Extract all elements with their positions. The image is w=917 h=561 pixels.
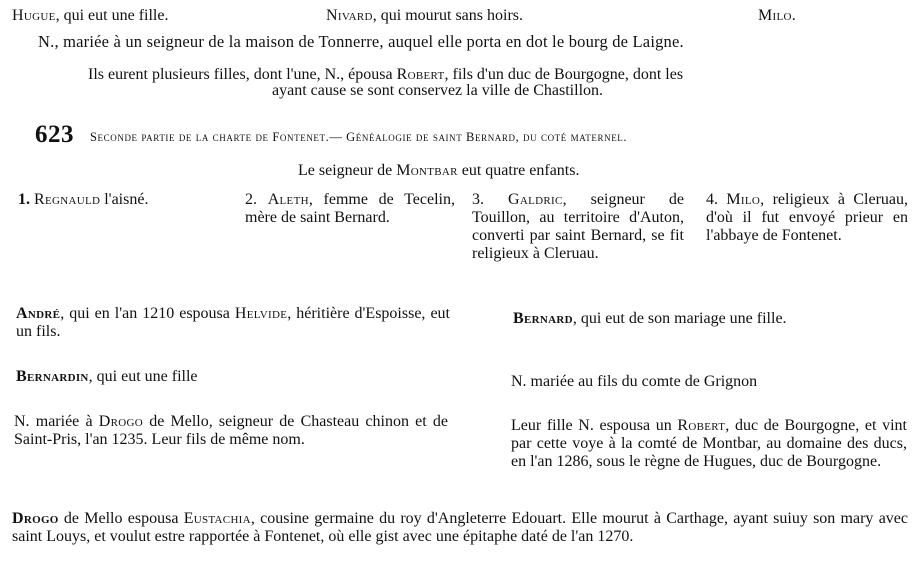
- child-text: , religieux à Cleruau, d'où il fut envoyé prieur en l'abbaye de Fontenet.: [706, 191, 908, 244]
- hugue-entry: [12, 7, 168, 25]
- milo-text: .: [791, 7, 796, 24]
- bernardin-entry: [16, 368, 198, 386]
- montbar-line: [298, 162, 579, 180]
- montbar-text-b: eut quatre enfants.: [457, 162, 580, 179]
- filles-text-b: , fils d'un duc de Bourgogne, dont les: [444, 66, 684, 83]
- leur-fille-text-a: Leur fille N. espousa un: [511, 417, 678, 434]
- name-regnauld: Regnauld: [34, 191, 101, 208]
- child-text: l'aisné.: [100, 191, 149, 208]
- andre-entry: [16, 305, 450, 341]
- name-hugue: Hugue: [12, 7, 56, 24]
- bernardin-text: , qui eut une fille: [88, 368, 198, 385]
- name-robert-duc: Robert: [677, 417, 726, 434]
- child-4: [706, 191, 908, 245]
- page-number: 623: [35, 121, 74, 148]
- name-eustachia: Eustachia: [183, 510, 251, 527]
- child-number: 2.: [245, 191, 257, 208]
- drogo-left-text-b: de Mello, seigneur de Chasteau chinon et de Saint-Pris, l'an 1235. Leur fils de même nom.: [14, 413, 449, 448]
- name-milo: Milo: [758, 7, 792, 24]
- child-1: [18, 191, 218, 209]
- bernard-entry: [513, 310, 787, 328]
- name-robert: Robert: [396, 66, 445, 83]
- child-number: 3.: [472, 191, 484, 208]
- hugue-text: , qui eut une fille.: [55, 7, 169, 24]
- name-bernardin: Bernardin: [16, 368, 89, 385]
- nivard-entry: [326, 7, 523, 25]
- child-3: [472, 191, 684, 263]
- name-nivard: Nivard: [326, 7, 373, 24]
- grignon-entry: N. mariée au fils du comte de Grignon: [511, 373, 758, 390]
- montbar-text-a: Le seigneur de: [298, 162, 397, 179]
- name-drogo: Drogo: [98, 413, 143, 430]
- drogo-mariee-entry: [14, 413, 448, 449]
- bernard-text: , qui eut de son mariage une fille.: [572, 310, 787, 327]
- child-number: 4.: [706, 191, 718, 208]
- milo-entry: [758, 7, 796, 25]
- child-2: [245, 191, 455, 227]
- andre-text-2: , héritière d'Espoisse, eut un fils.: [16, 305, 450, 340]
- name-aleth: Aleth: [267, 191, 309, 208]
- name-drogo-final: Drogo: [12, 510, 59, 527]
- nivard-text: , qui mourut sans hoirs.: [372, 7, 523, 24]
- section-heading: Seconde partie de la charte de Fontenet.— Généalogie de saint Bernard, du coté maternel.: [90, 130, 628, 144]
- name-bernard: Bernard: [513, 310, 573, 327]
- name-andre: André: [16, 305, 61, 322]
- leur-fille-entry: [511, 417, 907, 471]
- child-number: 1.: [18, 191, 30, 208]
- name-montbar: Montbar: [396, 162, 458, 179]
- final-text-a: de Mello espousa: [58, 510, 184, 527]
- name-helvide: Helvide: [234, 305, 288, 322]
- final-text-b: , cousine germaine du roy d'Angleterre Edouart. Elle mourut à Carthage, ayant suiuy son mary avec saint Louys, et voulut estre rapportée à Fontenet, où elle gist avec une épitaphe daté de l'an 1270.: [12, 510, 908, 545]
- filles-line-2: ayant cause se sont conservez la ville de Chastillon.: [272, 82, 604, 99]
- child-text: , seigneur de Touillon, au territoire d'Auton, converti par saint Bernard, se fit religieux à Cleruau.: [472, 191, 684, 262]
- name-milo-child: Milo: [726, 191, 761, 208]
- leur-fille-text-b: , duc de Bourgogne, et vint par cette voye à la comté de Montbar, au domaine des ducs, en l'an 1286, sous le règne de Hugues, duc de Bourgogne.: [511, 417, 907, 470]
- name-galdric: Galdric: [508, 191, 563, 208]
- drogo-left-text-a: N. mariée à: [14, 413, 99, 430]
- filles-text-a: Ils eurent plusieurs filles, dont l'une, N., épousa: [88, 66, 397, 83]
- child-text: , femme de Tecelin, mère de saint Bernard.: [245, 191, 455, 226]
- andre-text: , qui en l'an 1210 espousa: [60, 305, 235, 322]
- final-paragraph: [12, 510, 908, 546]
- tonnerre-line: N., mariée à un seigneur de la maison de Tonnerre, auquel elle porta en dot le bourg de Laigne.: [38, 32, 684, 51]
